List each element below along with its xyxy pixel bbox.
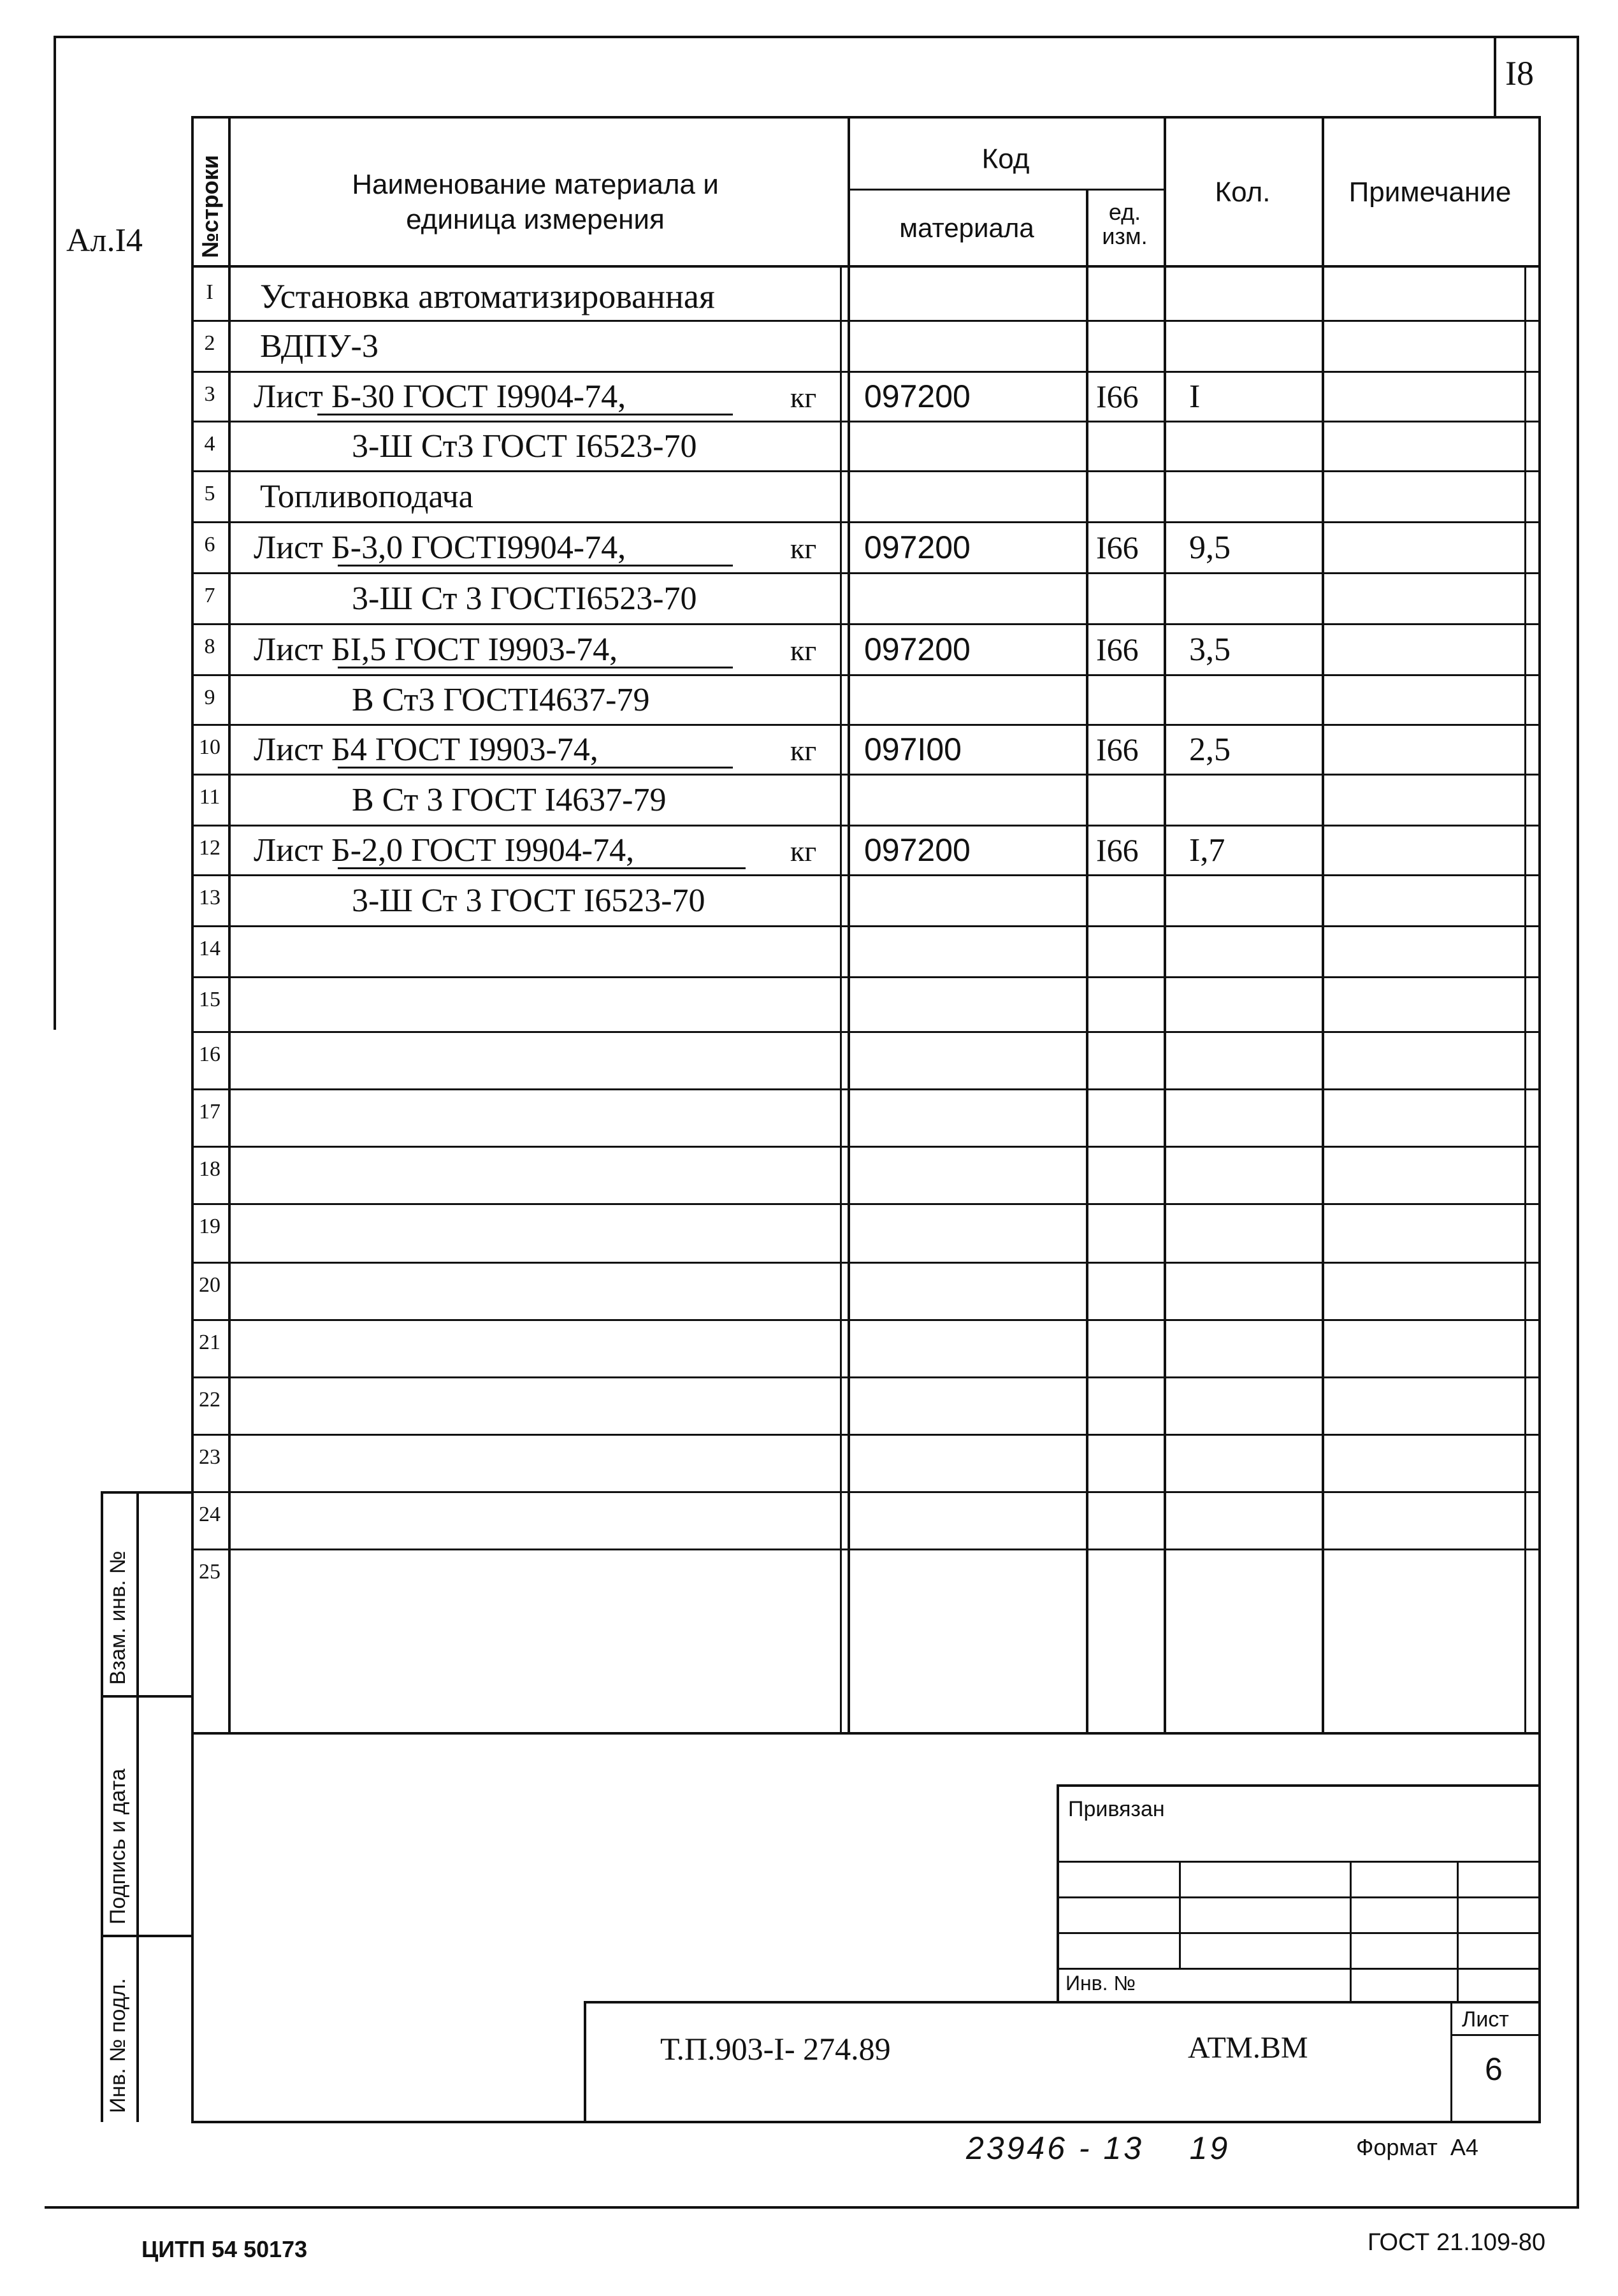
row-number: 25 xyxy=(199,1560,220,1584)
side-stamp-inv-podl: Инв. № подл. xyxy=(106,1978,130,2113)
row-quantity: I xyxy=(1189,379,1201,415)
row-number: 15 xyxy=(199,988,220,1011)
footer-left: ЦИТП 54 50173 xyxy=(141,2236,308,2262)
row-number: 23 xyxy=(199,1445,220,1469)
row-divider xyxy=(191,774,1541,776)
row-number: 8 xyxy=(204,635,215,658)
title-doc-mark: АТМ.ВМ xyxy=(1188,2031,1308,2065)
row-number: 11 xyxy=(199,785,220,809)
code-subheader-line xyxy=(848,189,1164,191)
row-material-name: 3-Ш Ст 3 ГОСТI6523-70 xyxy=(352,581,697,617)
row-material-code: 097200 xyxy=(864,379,971,414)
row-divider xyxy=(191,371,1541,373)
row-number: 3 xyxy=(204,382,215,406)
row-material-code: 097200 xyxy=(864,530,971,565)
row-divider xyxy=(191,1203,1541,1205)
row-name-underline xyxy=(338,767,733,769)
row-material-name: Лист Б4 ГОСТ I9903-74, xyxy=(254,732,598,768)
row-material-name: Лист Б-30 ГОСТ I9904-74, xyxy=(254,379,626,415)
row-unit-code: I66 xyxy=(1096,732,1139,767)
row-unit-code: I66 xyxy=(1096,632,1139,667)
binding-col1 xyxy=(1179,1861,1181,1968)
header-code-unit xyxy=(1086,200,1164,249)
row-unit: кг xyxy=(790,634,817,667)
row-unit: кг xyxy=(790,381,817,414)
row-number: 18 xyxy=(199,1157,220,1181)
side-stamp-vzam: Взам. инв. № xyxy=(106,1550,130,1685)
row-quantity: 3,5 xyxy=(1189,632,1231,668)
table-bottom-line xyxy=(191,1732,1541,1735)
row-material-name: Топливоподача xyxy=(260,479,473,515)
row-divider xyxy=(191,521,1541,523)
side-stamp-inner xyxy=(136,1491,139,2122)
binding-top xyxy=(1057,1784,1541,1787)
header-qty: Кол. xyxy=(1215,177,1271,208)
row-material-name: Установка автоматизированная xyxy=(260,277,715,315)
row-divider xyxy=(191,1434,1541,1436)
row-number: 2 xyxy=(204,331,215,355)
header-code-unit-2: изм. xyxy=(1102,222,1148,249)
binding-inv-no: Инв. № xyxy=(1065,1972,1136,1995)
row-divider xyxy=(191,1491,1541,1493)
row-number: 20 xyxy=(199,1273,220,1297)
title-doc-code: Т.П.903-I- 274.89 xyxy=(660,2031,891,2067)
side-stamp-div1 xyxy=(101,1695,191,1698)
left-reference: Ал.I4 xyxy=(66,222,143,259)
row-number: 6 xyxy=(204,533,215,556)
row-number: 12 xyxy=(199,836,220,860)
row-divider xyxy=(191,421,1541,422)
outer-frame-left xyxy=(54,36,56,1030)
sheet-corner-number: I8 xyxy=(1505,54,1534,92)
row-unit: кг xyxy=(790,532,817,565)
title-block-bottom xyxy=(191,2121,1541,2123)
row-number: 13 xyxy=(199,886,220,909)
binding-col2 xyxy=(1350,1861,1352,2001)
row-material-name: ВДПУ-3 xyxy=(260,328,379,365)
row-number: 17 xyxy=(199,1100,220,1123)
binding-row3 xyxy=(1057,1932,1541,1934)
binding-privyazan: Привязан xyxy=(1068,1797,1165,1821)
row-number: 19 xyxy=(199,1215,220,1238)
row-divider xyxy=(191,623,1541,625)
row-number: 24 xyxy=(199,1503,220,1526)
side-stamp-podpis: Подпись и дата xyxy=(106,1768,130,1924)
row-unit: кг xyxy=(790,734,817,767)
row-divider xyxy=(191,925,1541,927)
row-quantity: 2,5 xyxy=(1189,732,1231,768)
table-right-border xyxy=(1538,116,1541,2123)
header-name-line1: Наименование материала и xyxy=(352,169,719,200)
header-code-unit-1: ед. xyxy=(1108,199,1141,225)
row-divider xyxy=(191,1031,1541,1033)
data-inner-left xyxy=(840,268,842,1733)
row-number: 7 xyxy=(204,584,215,607)
binding-row1 xyxy=(1057,1861,1541,1863)
row-unit: кг xyxy=(790,835,817,867)
row-number: 22 xyxy=(199,1388,220,1412)
row-divider xyxy=(191,976,1541,978)
row-material-code: 097200 xyxy=(864,632,971,667)
header-code-material: материала xyxy=(899,213,1034,243)
title-sheet-label-line xyxy=(1450,2034,1541,2036)
row-material-name: В Ст 3 ГОСТ I4637-79 xyxy=(352,782,667,818)
binding-row2 xyxy=(1057,1896,1541,1898)
outer-frame-right xyxy=(1577,36,1579,2207)
title-block-top xyxy=(584,2001,1541,2004)
data-inner-right xyxy=(1524,268,1526,1733)
row-material-name: Лист Б-2,0 ГОСТ I9904-74, xyxy=(254,832,635,869)
row-material-code: 097I00 xyxy=(864,732,962,767)
row-divider xyxy=(191,1319,1541,1321)
row-divider xyxy=(191,1376,1541,1378)
header-row-number: №строки xyxy=(197,155,223,258)
side-stamp-top xyxy=(101,1491,191,1494)
row-material-name: 3-Ш Ст 3 ГОСТ I6523-70 xyxy=(352,883,705,919)
row-divider xyxy=(191,1146,1541,1148)
row-name-underline xyxy=(338,565,733,567)
row-number: 21 xyxy=(199,1331,220,1354)
title-sheet-label: Лист xyxy=(1462,2007,1509,2032)
row-divider xyxy=(191,674,1541,676)
handwritten-number: 23946 - 13 19 xyxy=(966,2130,1231,2166)
format-label: Формат А4 xyxy=(1356,2134,1478,2160)
row-number: 5 xyxy=(204,482,215,505)
footer-right: ГОСТ 21.109-80 xyxy=(1368,2229,1546,2256)
row-divider xyxy=(191,1262,1541,1264)
row-number: 16 xyxy=(199,1043,220,1066)
row-number: I xyxy=(206,280,213,304)
header-note: Примечание xyxy=(1348,177,1512,208)
outer-frame-top xyxy=(54,36,1579,38)
row-material-name: В Ст3 ГОСТI4637-79 xyxy=(352,682,650,718)
row-unit-code: I66 xyxy=(1096,379,1139,414)
header-name xyxy=(242,167,828,237)
side-stamp-div2 xyxy=(101,1935,191,1937)
binding-row4 xyxy=(1057,1968,1541,1970)
row-divider xyxy=(191,874,1541,876)
row-divider xyxy=(191,320,1541,322)
binding-col3 xyxy=(1457,1861,1459,2001)
title-block-left xyxy=(584,2001,586,2123)
row-divider xyxy=(191,825,1541,827)
row-divider xyxy=(191,470,1541,472)
row-divider xyxy=(191,724,1541,726)
row-quantity: 9,5 xyxy=(1189,530,1231,566)
header-bottom-line xyxy=(191,265,1541,268)
outer-frame-bottom xyxy=(45,2206,1579,2209)
header-code: Код xyxy=(981,143,1030,175)
title-sheet-divider xyxy=(1450,2001,1452,2123)
row-divider xyxy=(191,1549,1541,1550)
row-material-code: 097200 xyxy=(864,832,971,868)
row-number: 14 xyxy=(199,937,220,960)
row-name-underline xyxy=(338,667,733,668)
row-number: 4 xyxy=(204,432,215,456)
row-name-underline xyxy=(317,414,733,415)
header-name-line2: единица измерения xyxy=(406,204,665,235)
row-divider xyxy=(191,1088,1541,1090)
title-sheet-number: 6 xyxy=(1485,2051,1503,2087)
row-number: 10 xyxy=(199,735,220,759)
corner-box-left xyxy=(1494,36,1496,119)
row-number: 9 xyxy=(204,686,215,709)
row-unit-code: I66 xyxy=(1096,832,1139,868)
row-material-name: Лист Б-3,0 ГОСТI9904-74, xyxy=(254,530,626,566)
row-material-name: 3-Ш Ст3 ГОСТ I6523-70 xyxy=(352,428,697,465)
row-name-underline xyxy=(338,867,746,869)
row-divider xyxy=(191,572,1541,574)
row-quantity: I,7 xyxy=(1189,832,1225,869)
row-material-name: Лист БI,5 ГОСТ I9903-74, xyxy=(254,632,618,668)
side-stamp-outer xyxy=(101,1491,103,2122)
table-top-border xyxy=(191,116,1541,119)
row-unit-code: I66 xyxy=(1096,530,1139,565)
